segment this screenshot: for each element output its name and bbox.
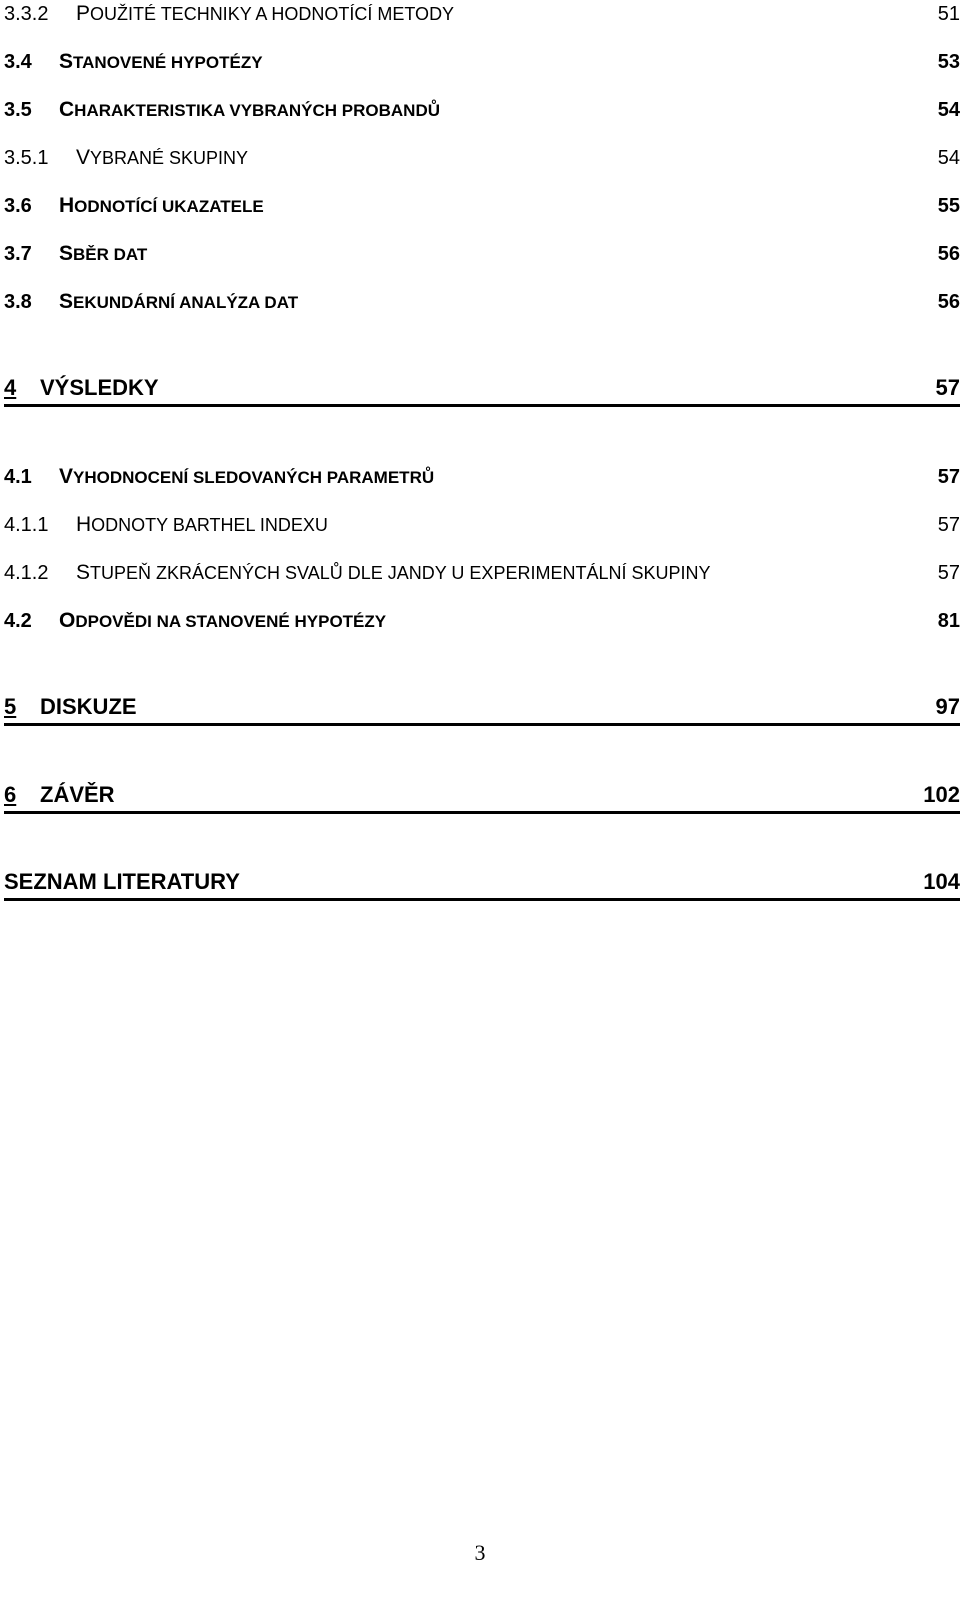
toc-chapter-4[interactable] bbox=[4, 374, 960, 407]
toc-entry-page: 97 bbox=[935, 694, 960, 719]
toc-entry-number: 3.8 bbox=[4, 291, 32, 313]
toc-entry-title: HODNOTY BARTHEL INDEXU bbox=[76, 513, 328, 536]
toc-entry-title: ODPOVĚDI NA STANOVENÉ HYPOTÉZY bbox=[59, 609, 387, 632]
page-number: 3 bbox=[474, 1540, 486, 1565]
toc-entry-title: VYBRANÉ SKUPINY bbox=[76, 146, 249, 169]
toc-entry-number: 3.6 bbox=[4, 195, 32, 217]
toc-entry-title: ZÁVĚR bbox=[40, 782, 115, 807]
toc-entry-3-3-2[interactable] bbox=[4, 0, 960, 32]
toc-entry-3-5-1[interactable] bbox=[4, 144, 960, 176]
toc-entry-title: STANOVENÉ HYPOTÉZY bbox=[59, 50, 263, 73]
toc-entry-page: 56 bbox=[937, 243, 960, 265]
toc-entry-page: 57 bbox=[937, 466, 960, 488]
toc-entry-3-5[interactable] bbox=[4, 96, 960, 128]
toc-entry-page: 53 bbox=[937, 51, 960, 73]
toc-entry-3-8[interactable] bbox=[4, 288, 960, 320]
toc-entry-page: 104 bbox=[923, 869, 960, 894]
toc-entry-page: 56 bbox=[937, 291, 960, 313]
toc-entry-page: 54 bbox=[937, 147, 960, 169]
toc-chapter-6[interactable] bbox=[4, 781, 960, 814]
toc-entry-number: 6 bbox=[4, 782, 17, 807]
toc-entry-number: 5 bbox=[4, 694, 17, 719]
toc-entry-page: 54 bbox=[937, 99, 960, 121]
toc-entry-number: 4.2 bbox=[4, 610, 32, 632]
toc-entry-number: 3.5.1 bbox=[4, 147, 49, 169]
toc-entry-page: 102 bbox=[923, 782, 960, 807]
toc-entry-number: 3.4 bbox=[4, 51, 32, 73]
toc-entry-number: 3.3.2 bbox=[4, 3, 49, 25]
toc-entry-page: 55 bbox=[937, 195, 960, 217]
toc-entry-title: VÝSLEDKY bbox=[40, 375, 159, 400]
toc-entry-title: SEKUNDÁRNÍ ANALÝZA DAT bbox=[59, 290, 299, 313]
toc-entry-title: SEZNAM LITERATURY bbox=[4, 869, 240, 894]
toc-entry-number: 4 bbox=[4, 375, 17, 400]
toc-entry-number: 4.1.1 bbox=[4, 514, 49, 536]
toc-entry-title: SBĚR DAT bbox=[59, 242, 148, 265]
toc-entry-4-2[interactable] bbox=[4, 607, 960, 639]
toc-entry-4-1-1[interactable] bbox=[4, 511, 960, 543]
toc-entry-title: VYHODNOCENÍ SLEDOVANÝCH PARAMETRŮ bbox=[59, 465, 435, 488]
toc-entry-title: DISKUZE bbox=[40, 694, 137, 719]
toc-chapter-5[interactable] bbox=[4, 693, 960, 726]
toc-entry-page: 57 bbox=[937, 514, 960, 536]
toc-entry-page: 57 bbox=[937, 562, 960, 584]
toc-entry-3-6[interactable] bbox=[4, 192, 960, 224]
toc-entry-page: 57 bbox=[935, 375, 960, 400]
toc-entry-number: 4.1 bbox=[4, 466, 32, 488]
toc-entry-title: STUPEŇ ZKRÁCENÝCH SVALŮ DLE JANDY U EXPERIMENTÁLNÍ SKUPINY bbox=[76, 561, 711, 584]
toc-entry-title: HODNOTÍCÍ UKAZATELE bbox=[59, 194, 264, 217]
toc-entry-number: 3.5 bbox=[4, 99, 32, 121]
toc-bibliography[interactable] bbox=[4, 868, 960, 901]
toc-entry-title: POUŽITÉ TECHNIKY A HODNOTÍCÍ METODY bbox=[76, 2, 455, 25]
toc-entry-4-1[interactable] bbox=[4, 463, 960, 495]
toc-entry-number: 3.7 bbox=[4, 243, 32, 265]
toc-entry-3-4[interactable] bbox=[4, 48, 960, 80]
toc-entry-title: CHARAKTERISTIKA VYBRANÝCH PROBANDŮ bbox=[59, 98, 440, 121]
toc-entry-3-7[interactable] bbox=[4, 240, 960, 272]
toc-entry-page: 81 bbox=[937, 610, 960, 632]
toc-entry-number: 4.1.2 bbox=[4, 562, 49, 584]
toc-entry-page: 51 bbox=[937, 3, 960, 25]
toc-entry-4-1-2[interactable] bbox=[4, 559, 960, 591]
